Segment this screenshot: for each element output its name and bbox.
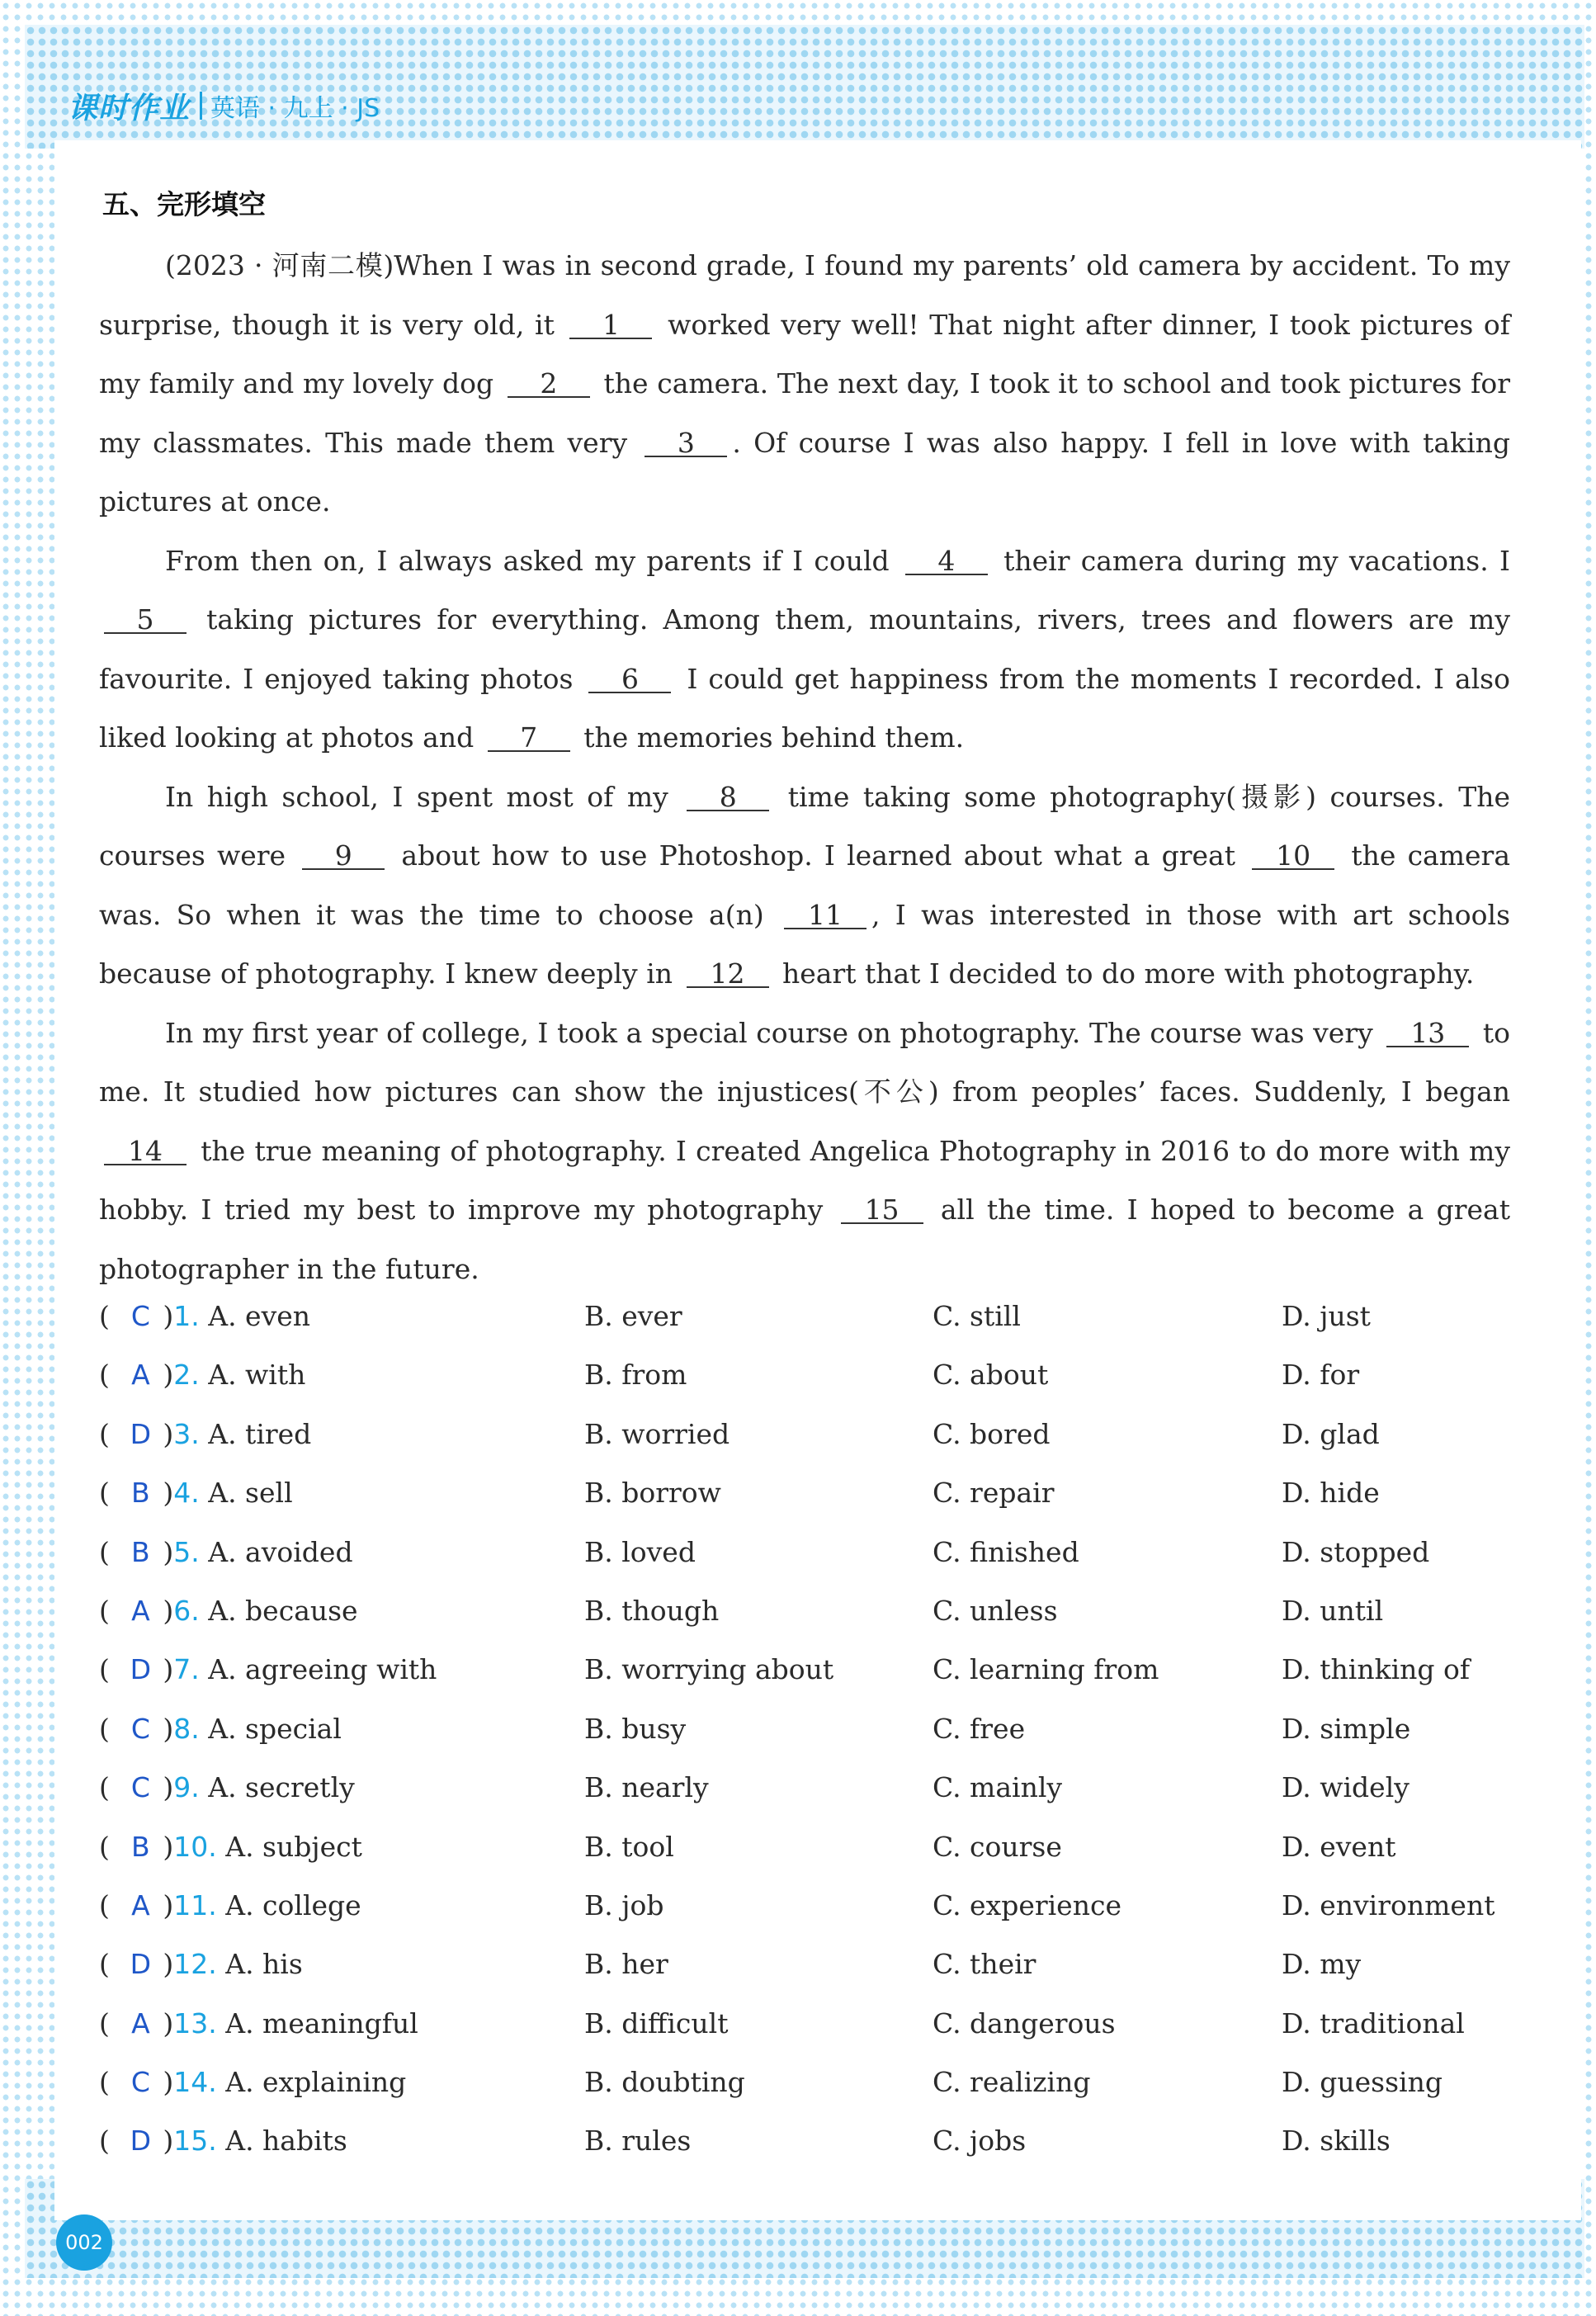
option-a: A. even bbox=[208, 1300, 311, 1332]
question-number: 11. bbox=[173, 1888, 217, 1921]
answer-group: ( D )12. A. his bbox=[99, 1948, 303, 1981]
cloze-passage bbox=[99, 236, 1510, 1298]
option-c: C. mainly bbox=[933, 1771, 1063, 1804]
passage-text: about how to use Photoshop. I learned about what a great bbox=[390, 839, 1248, 872]
passage-text: worked very well! That night after dinner, I took pictures of my family and my lovely dog bbox=[99, 308, 1510, 399]
option-d: D. until bbox=[1282, 1594, 1384, 1627]
option-b: B. loved bbox=[584, 1535, 696, 1568]
page-number: 002 bbox=[56, 2214, 112, 2271]
logo-title: 课时作业 bbox=[68, 91, 191, 125]
answer-group: ( A )13. A. meaningful bbox=[99, 2006, 418, 2039]
option-d: D. guessing bbox=[1282, 2066, 1443, 2099]
option-d: D. stopped bbox=[1282, 1535, 1430, 1568]
option-d: D. glad bbox=[1282, 1417, 1380, 1450]
passage-text: all the time. I hoped to become a great photographer in the future. bbox=[99, 1193, 1510, 1285]
question-number: 10. bbox=[173, 1830, 217, 1863]
option-a: A. meaningful bbox=[225, 2006, 418, 2039]
answer-group: ( B )4. A. sell bbox=[99, 1477, 293, 1510]
passage-text: In high school, I spent most of my bbox=[165, 780, 682, 813]
question-number: 7. bbox=[173, 1653, 200, 1686]
option-a: A. special bbox=[208, 1712, 342, 1745]
option-b: B. difficult bbox=[584, 2006, 729, 2039]
passage-paragraph bbox=[99, 532, 1510, 768]
question-row bbox=[99, 1940, 1518, 1998]
option-a: A. subject bbox=[225, 1830, 362, 1863]
passage-text: the camera was. So when it was the time to choose a(n) bbox=[99, 839, 1511, 931]
answer-group: ( D )7. A. agreeing with bbox=[99, 1653, 437, 1686]
question-row bbox=[99, 1586, 1518, 1645]
option-c: C. finished bbox=[933, 1535, 1079, 1568]
passage-text: I could get happiness from the moments I recorded. I also liked looking at photos and bbox=[99, 662, 1510, 754]
blank-6: 6 bbox=[588, 667, 671, 693]
option-a: A. college bbox=[225, 1888, 361, 1921]
blank-1: 1 bbox=[569, 313, 652, 339]
answer-letter: A bbox=[131, 1594, 150, 1627]
question-number: 1. bbox=[173, 1300, 200, 1332]
answer-group: ( C )1. A. even bbox=[99, 1300, 311, 1332]
passage-text: their camera during my vacations. I bbox=[992, 544, 1510, 577]
option-a: A. explaining bbox=[225, 2066, 407, 2099]
blank-7: 7 bbox=[488, 726, 570, 752]
blank-8: 8 bbox=[687, 785, 769, 811]
option-c: C. bored bbox=[933, 1417, 1051, 1450]
answer-letter: A bbox=[131, 1359, 150, 1392]
passage-text: the camera. The next day, I took it to school and took pictures for my classmates. This made them very bbox=[99, 367, 1510, 459]
header-logo bbox=[68, 84, 380, 127]
options-list bbox=[99, 1292, 1518, 2176]
option-b: B. worried bbox=[584, 1417, 730, 1450]
option-c: C. unless bbox=[933, 1594, 1058, 1627]
answer-letter: D bbox=[130, 1417, 152, 1450]
option-a: A. with bbox=[208, 1359, 306, 1392]
question-number: 14. bbox=[173, 2066, 217, 2099]
question-number: 5. bbox=[173, 1535, 200, 1568]
answer-group: ( D )3. A. tired bbox=[99, 1417, 312, 1450]
option-c: C. their bbox=[933, 1948, 1036, 1981]
passage-text: the memories behind them. bbox=[574, 721, 965, 754]
option-a: A. his bbox=[225, 1948, 303, 1981]
question-number: 13. bbox=[173, 2006, 217, 2039]
answer-group: ( B )5. A. avoided bbox=[99, 1535, 353, 1568]
option-b: B. borrow bbox=[584, 1477, 721, 1510]
option-d: D. widely bbox=[1282, 1771, 1409, 1804]
answer-letter: A bbox=[131, 2006, 150, 2039]
passage-paragraph bbox=[99, 1004, 1510, 1299]
option-a: A. because bbox=[208, 1594, 358, 1627]
option-c: C. jobs bbox=[933, 2125, 1027, 2158]
option-b: B. doubting bbox=[584, 2066, 745, 2099]
option-b: B. job bbox=[584, 1888, 664, 1921]
question-number: 9. bbox=[173, 1771, 200, 1804]
option-a: A. secretly bbox=[208, 1771, 355, 1804]
option-c: C. dangerous bbox=[933, 2006, 1116, 2039]
option-b: B. though bbox=[584, 1594, 720, 1627]
answer-letter: B bbox=[131, 1830, 150, 1863]
option-b: B. busy bbox=[584, 1712, 687, 1745]
answer-letter: B bbox=[131, 1535, 150, 1568]
question-row bbox=[99, 1350, 1518, 1409]
blank-10: 10 bbox=[1252, 844, 1334, 870]
answer-letter: C bbox=[130, 1771, 150, 1804]
option-a: A. agreeing with bbox=[208, 1653, 437, 1686]
option-a: A. avoided bbox=[208, 1535, 353, 1568]
question-row bbox=[99, 1822, 1518, 1881]
question-number: 2. bbox=[173, 1359, 200, 1392]
option-c: C. free bbox=[933, 1712, 1026, 1745]
passage-text: to me. It studied how pictures can show the injustices(不公) from peoples’ faces. Suddenly, I began bbox=[99, 1016, 1511, 1108]
passage-text: the true meaning of photography. I created Angelica Photography in 2016 to do more with my hobby. I tried my best to improve my photography bbox=[99, 1134, 1510, 1226]
section-title: 五、完形填空 bbox=[102, 188, 266, 220]
option-c: C. learning from bbox=[933, 1653, 1159, 1686]
option-c: C. repair bbox=[933, 1477, 1055, 1510]
question-row bbox=[99, 1410, 1518, 1468]
option-a: A. tired bbox=[208, 1417, 312, 1450]
passage-text: From then on, I always asked my parents if I could bbox=[165, 544, 900, 577]
option-d: D. just bbox=[1282, 1300, 1371, 1332]
passage-paragraph bbox=[99, 236, 1510, 532]
option-a: A. sell bbox=[208, 1477, 293, 1510]
option-d: D. thinking of bbox=[1282, 1653, 1471, 1686]
passage-paragraph bbox=[99, 768, 1510, 1004]
question-number: 4. bbox=[173, 1477, 200, 1510]
option-a: A. habits bbox=[225, 2125, 347, 2158]
option-c: C. experience bbox=[933, 1888, 1121, 1921]
question-row bbox=[99, 1292, 1518, 1350]
option-d: D. traditional bbox=[1282, 2006, 1465, 2039]
question-number: 6. bbox=[173, 1594, 200, 1627]
question-row bbox=[99, 1645, 1518, 1704]
answer-group: ( B )10. A. subject bbox=[99, 1830, 362, 1863]
answer-group: ( A )11. A. college bbox=[99, 1888, 361, 1921]
blank-4: 4 bbox=[905, 549, 988, 575]
blank-2: 2 bbox=[508, 371, 590, 398]
answer-letter: D bbox=[130, 1948, 152, 1981]
option-d: D. simple bbox=[1282, 1712, 1411, 1745]
answer-letter: D bbox=[130, 2125, 152, 2158]
answer-letter: A bbox=[131, 1888, 150, 1921]
answer-letter: C bbox=[130, 1300, 150, 1332]
passage-text: taking pictures for everything. Among them, mountains, rivers, trees and flowers are my favourite. I enjoyed taking photos bbox=[99, 603, 1510, 695]
blank-3: 3 bbox=[645, 431, 727, 457]
option-d: D. skills bbox=[1282, 2125, 1391, 2158]
option-b: B. nearly bbox=[584, 1771, 709, 1804]
answer-group: ( A )6. A. because bbox=[99, 1594, 358, 1627]
blank-15: 15 bbox=[841, 1198, 923, 1224]
answer-group: ( C )14. A. explaining bbox=[99, 2066, 407, 2099]
question-row bbox=[99, 2116, 1518, 2175]
question-number: 8. bbox=[173, 1712, 200, 1745]
option-d: D. my bbox=[1282, 1948, 1362, 1981]
answer-group: ( C )8. A. special bbox=[99, 1712, 342, 1745]
passage-text: , I was interested in those with art schools because of photography. I knew deeply in bbox=[99, 898, 1510, 990]
option-c: C. course bbox=[933, 1830, 1062, 1863]
option-b: B. tool bbox=[584, 1830, 674, 1863]
logo-subtitle: 英语 · 九上 · JS bbox=[210, 94, 380, 123]
question-number: 12. bbox=[173, 1948, 217, 1981]
blank-11: 11 bbox=[784, 903, 866, 929]
question-row bbox=[99, 1881, 1518, 1940]
question-number: 3. bbox=[173, 1417, 200, 1450]
blank-5: 5 bbox=[104, 607, 187, 634]
blank-14: 14 bbox=[104, 1139, 187, 1165]
option-b: B. worrying about bbox=[584, 1653, 834, 1686]
passage-text: . Of course I was also happy. I fell in love with taking pictures at once. bbox=[99, 426, 1510, 518]
option-c: C. still bbox=[933, 1300, 1021, 1332]
question-row bbox=[99, 1528, 1518, 1586]
option-d: D. environment bbox=[1282, 1888, 1495, 1921]
answer-group: ( A )2. A. with bbox=[99, 1359, 306, 1392]
blank-12: 12 bbox=[687, 962, 769, 988]
option-c: C. realizing bbox=[933, 2066, 1091, 2099]
question-row bbox=[99, 1999, 1518, 2058]
answer-letter: B bbox=[131, 1477, 150, 1510]
option-b: B. her bbox=[584, 1948, 668, 1981]
answer-group: ( D )15. A. habits bbox=[99, 2125, 347, 2158]
answer-letter: D bbox=[130, 1653, 152, 1686]
answer-group: ( C )9. A. secretly bbox=[99, 1771, 355, 1804]
option-d: D. for bbox=[1282, 1359, 1360, 1392]
passage-text: In my first year of college, I took a special course on photography. The course was very bbox=[165, 1016, 1382, 1049]
answer-letter: C bbox=[130, 2066, 150, 2099]
question-row bbox=[99, 2058, 1518, 2116]
logo-divider bbox=[200, 92, 202, 120]
passage-text: (2023 · 河南二模)When I was in second grade, I found my parents’ old camera by accident. To my surprise, though it is very old, it bbox=[99, 249, 1510, 341]
option-c: C. about bbox=[933, 1359, 1049, 1392]
passage-text: time taking some photography(摄影) courses. The courses were bbox=[99, 780, 1511, 872]
option-b: B. rules bbox=[584, 2125, 692, 2158]
answer-letter: C bbox=[130, 1712, 150, 1745]
blank-13: 13 bbox=[1386, 1021, 1469, 1047]
blank-9: 9 bbox=[302, 844, 385, 870]
option-d: D. hide bbox=[1282, 1477, 1380, 1510]
question-row bbox=[99, 1468, 1518, 1527]
question-row bbox=[99, 1704, 1518, 1763]
option-d: D. event bbox=[1282, 1830, 1396, 1863]
question-number: 15. bbox=[173, 2125, 217, 2158]
option-b: B. from bbox=[584, 1359, 687, 1392]
question-row bbox=[99, 1763, 1518, 1822]
option-b: B. ever bbox=[584, 1300, 682, 1332]
passage-text: heart that I decided to do more with photography. bbox=[773, 957, 1475, 990]
